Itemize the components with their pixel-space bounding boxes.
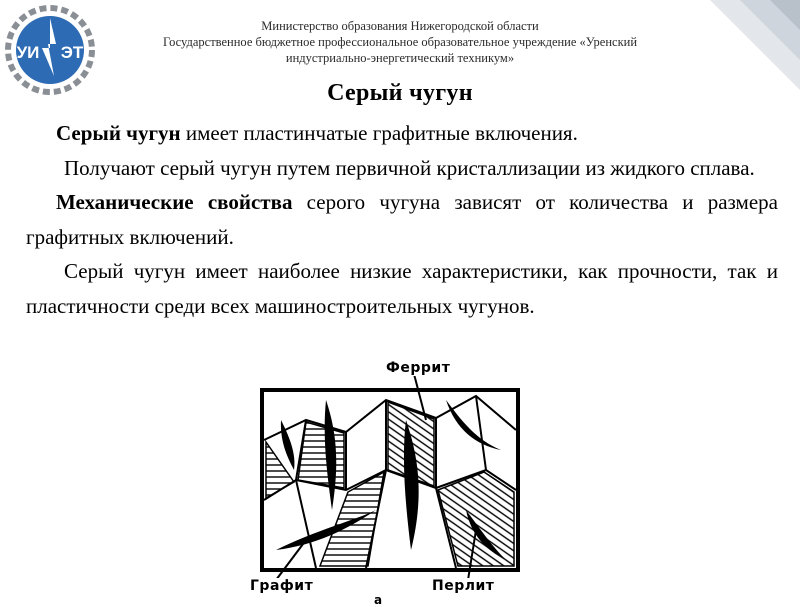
- slide-body: [26, 116, 778, 323]
- paragraph-1-bold: Серый чугун: [56, 121, 181, 145]
- institution-header: [110, 18, 690, 66]
- paragraph-3: [26, 185, 778, 254]
- label-pearlite: Перлит: [432, 578, 495, 594]
- paragraph-4: [26, 254, 778, 323]
- paragraph-4-text: Серый чугун имеет наиболее низкие характеристики, как прочности, так и пластичности среди всех машиностроительных чугунов.: [26, 259, 778, 318]
- header-line-ministry: Министерство образования Нижегородской области: [261, 19, 539, 33]
- label-ferrite: Феррит: [386, 360, 451, 376]
- paragraph-2: [26, 151, 778, 186]
- microstructure-drawing: [236, 360, 536, 600]
- logo-text-left: УИ: [16, 43, 40, 62]
- header-line-institution-cont: индустриально-энергетический техникум»: [285, 51, 515, 65]
- paragraph-1-text: имеет пластинчатые графитные включения.: [180, 121, 578, 145]
- paragraph-1: [26, 116, 778, 151]
- header-line-institution: Государственное бюджетное профессиональное образовательное учреждение «Уренский: [162, 35, 638, 49]
- label-graphite: Графит: [250, 578, 314, 594]
- logo-text-right: ЭТ: [60, 43, 84, 62]
- paragraph-2-text: Получают серый чугун путем первичной кристаллизации из жидкого сплава.: [64, 155, 755, 180]
- slide-title: Серый чугун: [327, 80, 473, 106]
- paragraph-3-bold: Механические свойства: [56, 190, 293, 214]
- paragraph-3-text: серого чугуна зависят от количества и размера графитных включений.: [26, 190, 778, 249]
- label-figure-letter: а: [374, 593, 383, 607]
- microstructure-figure: [236, 360, 536, 607]
